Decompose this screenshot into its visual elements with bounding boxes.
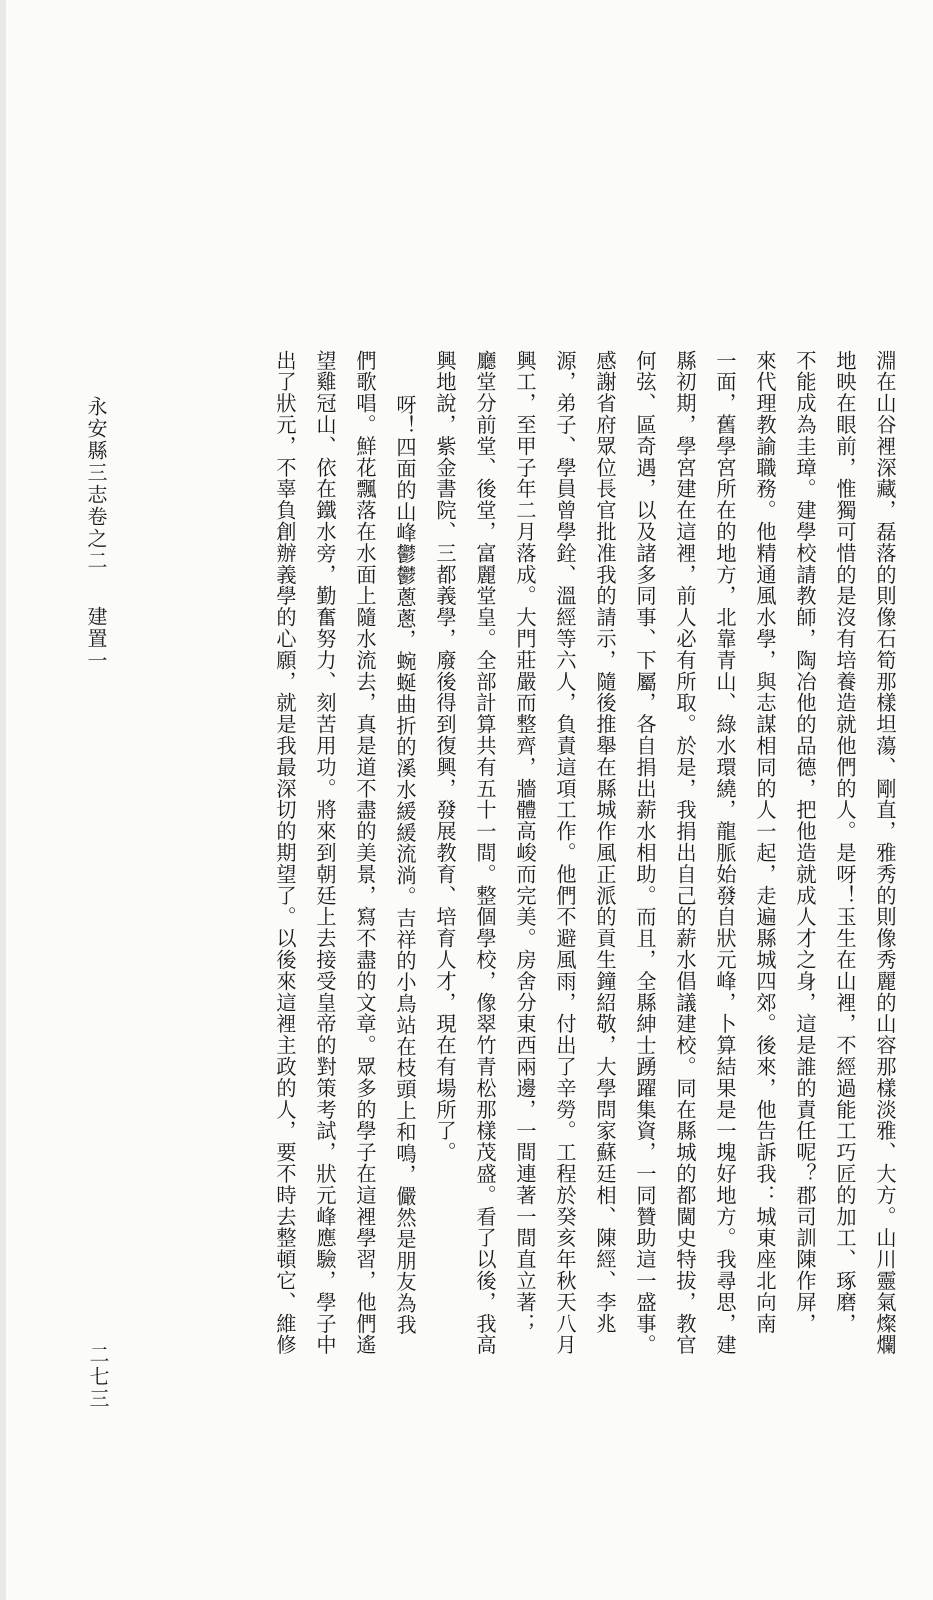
text-column: 縣初期，學宮建在這裡，前人必有所取。於是，我捐出自己的薪水倡議建校。同在縣城的都閫史特拔，教官 xyxy=(673,350,697,1356)
text-column: 出了狀元，不辜負創辦義學的心願，就是我最深切的期望了。以後來這裡主政的人，要不時去整頓它、維修 xyxy=(273,350,297,1356)
text-column: 興地說，紫金書院、三都義學，廢後得到復興，發展教育、培育人才，現在有場所了。 xyxy=(433,350,457,1164)
text-column-paragraph-start: 呀！四面的山峰鬱鬱蔥蔥，蜿蜒曲折的溪水緩緩流淌。吉祥的小鳥站在枝頭上和鳴，儼然是朋友為我 xyxy=(393,394,417,1336)
text-column: 們歌唱。鮮花飄落在水面上隨水流去，真是道不盡的美景，寫不盡的文章。眾多的學子在這裡學習，他們遙 xyxy=(353,350,377,1356)
book-title: 永安縣三志卷之二 xyxy=(84,396,108,572)
text-column: 何弦、區奇遇，以及諸多同事、下屬，各自捐出薪水相助。而且，全縣紳士踴躍集資，一同贊助這一盛事。 xyxy=(633,350,657,1356)
text-column: 源，弟子、學員曾學銓、溫經等六人，負責這項工作。他們不避風雨，付出了辛勞。工程於癸亥年秋天八月 xyxy=(553,350,577,1356)
text-column: 廳堂分前堂、後堂，富麗堂皇。全部計算共有五十一間。整個學校，像翠竹青松那樣茂盛。看了以後，我高 xyxy=(473,350,497,1356)
text-column: 地映在眼前，惟獨可惜的是沒有培養造就他們的人。是呀！玉生在山裡，不經過能工巧匠的加工、琢磨， xyxy=(833,350,857,1335)
margin-running-title xyxy=(82,396,111,756)
section-title: 建置一 xyxy=(84,606,108,672)
text-column: 淵在山谷裡深藏，磊落的則像石筍那樣坦蕩、剛直，雅秀的則像秀麗的山容那樣淡雅、大方。山川靈氣燦爛 xyxy=(873,350,897,1356)
text-column: 不能成為圭璋。建學校請教師，陶冶他的品德，把他造就成人才之身，這是誰的責任呢？郡司訓陳作屏， xyxy=(793,350,817,1335)
page-number: 二七三 xyxy=(86,1344,110,1410)
text-column: 感謝省府眾位長官批准我的請示，隨後推舉在縣城作風正派的貢生鐘紹敬，大學問家蘇廷相、陳經、李兆 xyxy=(593,350,617,1335)
text-column: 一面，舊學宮所在的地方，北靠青山、綠水環繞，龍脈始發自狀元峰，卜算結果是一塊好地方。我尋思，建 xyxy=(713,350,737,1356)
text-column: 望雞冠山、依在鐵水旁，勤奮努力、刻苦用功。將來到朝廷上去接受皇帝的對策考試，狀元峰應驗，學子中 xyxy=(313,350,337,1356)
text-column: 來代理教諭職務。他精通風水學，與志謀相同的人一起，走遍縣城四郊。後來，他告訴我：城東座北向南 xyxy=(753,350,777,1335)
page-edge xyxy=(0,0,6,1600)
text-column: 興工，至甲子年二月落成。大門莊嚴而整齊，牆體高峻而完美。房舍分東西兩邊，一間連著一間直立著； xyxy=(513,350,537,1335)
vertical-text-block xyxy=(140,350,900,1390)
